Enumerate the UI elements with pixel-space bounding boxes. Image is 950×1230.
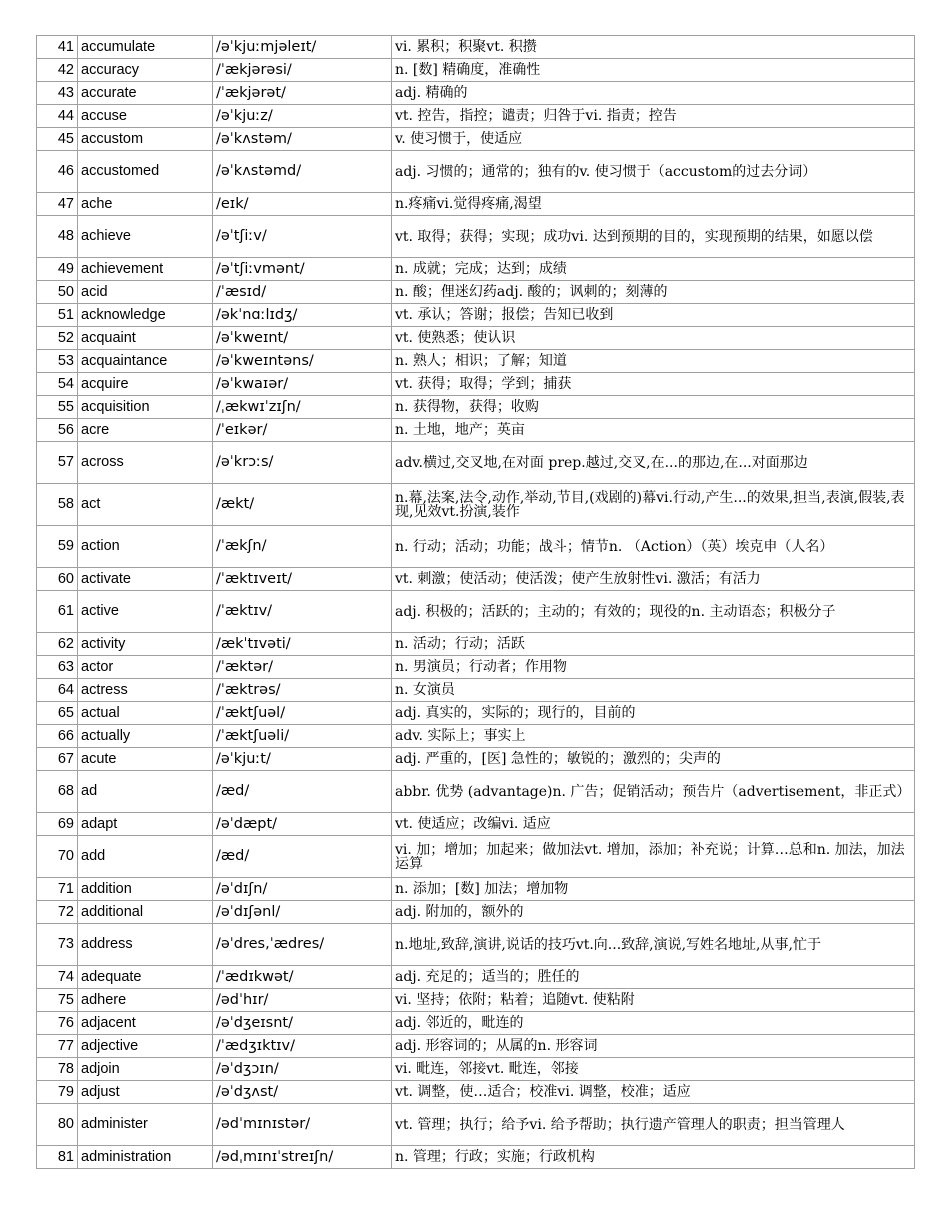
entry-phonetic: /əˈkjuːz/ — [213, 105, 392, 128]
entry-number: 70 — [37, 836, 78, 878]
entry-definition: vi. 累积；积聚vt. 积攒 — [392, 36, 915, 59]
entry-word: adequate — [78, 966, 213, 989]
entry-phonetic: /əˈkʌstəm/ — [213, 128, 392, 151]
entry-phonetic: /əˈkweɪntəns/ — [213, 350, 392, 373]
entry-word: accumulate — [78, 36, 213, 59]
entry-word: adjust — [78, 1081, 213, 1104]
table-row — [37, 679, 915, 702]
entry-number: 47 — [37, 193, 78, 216]
entry-phonetic: /ədˌmɪnɪˈstreɪʃn/ — [213, 1146, 392, 1169]
table-row — [37, 1081, 915, 1104]
entry-word: activity — [78, 633, 213, 656]
entry-number: 74 — [37, 966, 78, 989]
entry-number: 79 — [37, 1081, 78, 1104]
entry-number: 57 — [37, 442, 78, 484]
table-row — [37, 656, 915, 679]
entry-number: 77 — [37, 1035, 78, 1058]
entry-word: accustom — [78, 128, 213, 151]
entry-number: 48 — [37, 216, 78, 258]
table-row — [37, 924, 915, 966]
entry-phonetic: /əˈkjuːmjəleɪt/ — [213, 36, 392, 59]
entry-phonetic: /ˌækwɪˈzɪʃn/ — [213, 396, 392, 419]
entry-definition: vt. 使适应；改编vi. 适应 — [392, 813, 915, 836]
table-row — [37, 1104, 915, 1146]
table-row — [37, 878, 915, 901]
table-row — [37, 442, 915, 484]
entry-definition: n. 成就；完成；达到；成绩 — [392, 258, 915, 281]
entry-word: accurate — [78, 82, 213, 105]
entry-number: 67 — [37, 748, 78, 771]
entry-definition: vt. 取得；获得；实现；成功vi. 达到预期的目的，实现预期的结果，如愿以偿 — [392, 216, 915, 258]
entry-phonetic: /ˈækjərəsi/ — [213, 59, 392, 82]
entry-phonetic: /əkˈnɑːlɪdʒ/ — [213, 304, 392, 327]
table-row — [37, 901, 915, 924]
entry-word: active — [78, 591, 213, 633]
table-row — [37, 128, 915, 151]
entry-word: activate — [78, 568, 213, 591]
entry-phonetic: /ˈeɪkər/ — [213, 419, 392, 442]
entry-definition: adj. 精确的 — [392, 82, 915, 105]
entry-phonetic: /ˈækʃn/ — [213, 526, 392, 568]
entry-phonetic: /əˈkweɪnt/ — [213, 327, 392, 350]
entry-definition: n. 土地，地产；英亩 — [392, 419, 915, 442]
table-row — [37, 1035, 915, 1058]
table-row — [37, 966, 915, 989]
entry-phonetic: /əˈdʒɔɪn/ — [213, 1058, 392, 1081]
entry-number: 51 — [37, 304, 78, 327]
table-row — [37, 193, 915, 216]
table-row — [37, 258, 915, 281]
entry-definition: adj. 习惯的；通常的；独有的v. 使习惯于（accustom的过去分词） — [392, 151, 915, 193]
table-row — [37, 989, 915, 1012]
entry-word: accuse — [78, 105, 213, 128]
entry-number: 75 — [37, 989, 78, 1012]
entry-definition: abbr. 优势 (advantage)n. 广告；促销活动；预告片（advertisement，非正式） — [392, 771, 915, 813]
entry-word: acre — [78, 419, 213, 442]
entry-word: administer — [78, 1104, 213, 1146]
entry-phonetic: /əˈkwaɪər/ — [213, 373, 392, 396]
table-row — [37, 526, 915, 568]
table-row — [37, 836, 915, 878]
entry-number: 56 — [37, 419, 78, 442]
entry-number: 76 — [37, 1012, 78, 1035]
entry-phonetic: /ˈæktʃuəl/ — [213, 702, 392, 725]
entry-phonetic: /æd/ — [213, 836, 392, 878]
entry-word: accustomed — [78, 151, 213, 193]
entry-phonetic: /əˈdɪʃn/ — [213, 878, 392, 901]
entry-number: 43 — [37, 82, 78, 105]
entry-definition: adj. 积极的；活跃的；主动的；有效的；现役的n. 主动语态；积极分子 — [392, 591, 915, 633]
entry-phonetic: /əˈdɪʃənl/ — [213, 901, 392, 924]
entry-number: 58 — [37, 484, 78, 526]
entry-word: across — [78, 442, 213, 484]
entry-word: adjoin — [78, 1058, 213, 1081]
entry-definition: adj. 充足的；适当的；胜任的 — [392, 966, 915, 989]
entry-number: 66 — [37, 725, 78, 748]
entry-definition: n. [数] 精确度，准确性 — [392, 59, 915, 82]
entry-number: 80 — [37, 1104, 78, 1146]
table-row — [37, 105, 915, 128]
entry-definition: n. 女演员 — [392, 679, 915, 702]
table-row — [37, 813, 915, 836]
table-row — [37, 702, 915, 725]
table-row — [37, 281, 915, 304]
table-row — [37, 591, 915, 633]
entry-number: 42 — [37, 59, 78, 82]
entry-word: accuracy — [78, 59, 213, 82]
table-row — [37, 396, 915, 419]
table-row — [37, 633, 915, 656]
table-row — [37, 771, 915, 813]
entry-phonetic: /əˈdʒeɪsnt/ — [213, 1012, 392, 1035]
entry-phonetic: /əˈdæpt/ — [213, 813, 392, 836]
entry-phonetic: /ˈæktɪv/ — [213, 591, 392, 633]
entry-word: ad — [78, 771, 213, 813]
entry-number: 62 — [37, 633, 78, 656]
entry-word: adjacent — [78, 1012, 213, 1035]
entry-phonetic: /əˈkrɔːs/ — [213, 442, 392, 484]
entry-word: administration — [78, 1146, 213, 1169]
table-row — [37, 484, 915, 526]
entry-number: 65 — [37, 702, 78, 725]
entry-word: action — [78, 526, 213, 568]
table-row — [37, 151, 915, 193]
entry-definition: adj. 邻近的，毗连的 — [392, 1012, 915, 1035]
entry-definition: vt. 管理；执行；给予vi. 给予帮助；执行遗产管理人的职责；担当管理人 — [392, 1104, 915, 1146]
entry-word: acute — [78, 748, 213, 771]
entry-number: 61 — [37, 591, 78, 633]
entry-number: 64 — [37, 679, 78, 702]
entry-definition: vt. 调整，使…适合；校准vi. 调整，校准；适应 — [392, 1081, 915, 1104]
table-row — [37, 1058, 915, 1081]
entry-definition: n. 行动；活动；功能；战斗；情节n. （Action）（英）埃克申（人名） — [392, 526, 915, 568]
entry-number: 69 — [37, 813, 78, 836]
entry-definition: vi. 毗连，邻接vt. 毗连，邻接 — [392, 1058, 915, 1081]
entry-number: 60 — [37, 568, 78, 591]
entry-phonetic: /ækˈtɪvəti/ — [213, 633, 392, 656]
table-row — [37, 82, 915, 105]
entry-word: actress — [78, 679, 213, 702]
table-row — [37, 327, 915, 350]
entry-phonetic: /ˈækjərət/ — [213, 82, 392, 105]
entry-phonetic: /əˈkjuːt/ — [213, 748, 392, 771]
entry-definition: vt. 获得；取得；学到；捕获 — [392, 373, 915, 396]
entry-definition: vt. 承认；答谢；报偿；告知已收到 — [392, 304, 915, 327]
table-row — [37, 419, 915, 442]
entry-phonetic: /ˈæktər/ — [213, 656, 392, 679]
table-row — [37, 725, 915, 748]
entry-word: acquire — [78, 373, 213, 396]
entry-phonetic: /ədˈhɪr/ — [213, 989, 392, 1012]
entry-definition: adj. 严重的，[医] 急性的；敏锐的；激烈的；尖声的 — [392, 748, 915, 771]
entry-number: 53 — [37, 350, 78, 373]
entry-word: acquaint — [78, 327, 213, 350]
entry-definition: n. 获得物，获得；收购 — [392, 396, 915, 419]
table-row — [37, 216, 915, 258]
entry-word: actual — [78, 702, 213, 725]
entry-definition: adj. 附加的，额外的 — [392, 901, 915, 924]
entry-definition: v. 使习惯于，使适应 — [392, 128, 915, 151]
entry-definition: n.地址,致辞,演讲,说话的技巧vt.向...致辞,演说,写姓名地址,从事,忙于 — [392, 924, 915, 966]
entry-definition: vt. 控告，指控；谴责；归咎于vi. 指责；控告 — [392, 105, 915, 128]
entry-number: 41 — [37, 36, 78, 59]
entry-definition: n. 酸；俚迷幻药adj. 酸的；讽刺的；刻薄的 — [392, 281, 915, 304]
entry-word: adapt — [78, 813, 213, 836]
entry-number: 49 — [37, 258, 78, 281]
table-row — [37, 373, 915, 396]
entry-phonetic: /eɪk/ — [213, 193, 392, 216]
entry-definition: n. 添加；[数] 加法；增加物 — [392, 878, 915, 901]
entry-word: adhere — [78, 989, 213, 1012]
entry-definition: adj. 形容词的；从属的n. 形容词 — [392, 1035, 915, 1058]
entry-definition: adv. 实际上；事实上 — [392, 725, 915, 748]
entry-definition: adj. 真实的，实际的；现行的，目前的 — [392, 702, 915, 725]
entry-word: achieve — [78, 216, 213, 258]
entry-word: addition — [78, 878, 213, 901]
entry-number: 46 — [37, 151, 78, 193]
entry-phonetic: /əˈtʃiːv/ — [213, 216, 392, 258]
entry-word: ache — [78, 193, 213, 216]
entry-word: additional — [78, 901, 213, 924]
entry-number: 68 — [37, 771, 78, 813]
entry-number: 44 — [37, 105, 78, 128]
entry-word: add — [78, 836, 213, 878]
entry-word: acid — [78, 281, 213, 304]
entry-definition: vi. 坚持；依附；粘着；追随vt. 使粘附 — [392, 989, 915, 1012]
entry-phonetic: /əˈtʃiːvmənt/ — [213, 258, 392, 281]
entry-phonetic: /æd/ — [213, 771, 392, 813]
entry-phonetic: /ˈædɪkwət/ — [213, 966, 392, 989]
entry-phonetic: /ˈædʒɪktɪv/ — [213, 1035, 392, 1058]
entry-definition: n. 男演员；行动者；作用物 — [392, 656, 915, 679]
table-row — [37, 748, 915, 771]
entry-phonetic: /ˈæktrəs/ — [213, 679, 392, 702]
entry-definition: n. 活动；行动；活跃 — [392, 633, 915, 656]
vocabulary-table-body — [37, 36, 915, 1169]
entry-number: 45 — [37, 128, 78, 151]
entry-number: 55 — [37, 396, 78, 419]
entry-word: acknowledge — [78, 304, 213, 327]
entry-number: 78 — [37, 1058, 78, 1081]
entry-number: 59 — [37, 526, 78, 568]
entry-definition: vt. 刺激；使活动；使活泼；使产生放射性vi. 激活；有活力 — [392, 568, 915, 591]
entry-phonetic: /ækt/ — [213, 484, 392, 526]
entry-phonetic: /ˈæktʃuəli/ — [213, 725, 392, 748]
table-row — [37, 568, 915, 591]
entry-word: address — [78, 924, 213, 966]
table-row — [37, 59, 915, 82]
entry-number: 72 — [37, 901, 78, 924]
entry-number: 54 — [37, 373, 78, 396]
entry-number: 50 — [37, 281, 78, 304]
entry-phonetic: /əˈdres,ˈædres/ — [213, 924, 392, 966]
table-row — [37, 304, 915, 327]
entry-word: acquisition — [78, 396, 213, 419]
entry-definition: n. 管理；行政；实施；行政机构 — [392, 1146, 915, 1169]
entry-word: adjective — [78, 1035, 213, 1058]
table-row — [37, 1012, 915, 1035]
entry-phonetic: /əˈdʒʌst/ — [213, 1081, 392, 1104]
entry-word: actor — [78, 656, 213, 679]
entry-definition: n. 熟人；相识；了解；知道 — [392, 350, 915, 373]
entry-number: 81 — [37, 1146, 78, 1169]
entry-word: achievement — [78, 258, 213, 281]
table-row — [37, 1146, 915, 1169]
entry-number: 73 — [37, 924, 78, 966]
entry-phonetic: /ədˈmɪnɪstər/ — [213, 1104, 392, 1146]
entry-definition: vt. 使熟悉；使认识 — [392, 327, 915, 350]
entry-definition: n.幕,法案,法令,动作,举动,节目,(戏剧的)幕vi.行动,产生...的效果,担当,表演,假装,表现,见效vt.扮演,装作 — [392, 484, 915, 526]
entry-phonetic: /ˈæsɪd/ — [213, 281, 392, 304]
entry-word: act — [78, 484, 213, 526]
entry-definition: n.疼痛vi.觉得疼痛,渴望 — [392, 193, 915, 216]
entry-number: 71 — [37, 878, 78, 901]
entry-phonetic: /əˈkʌstəmd/ — [213, 151, 392, 193]
entry-word: acquaintance — [78, 350, 213, 373]
vocabulary-table — [36, 35, 915, 1169]
table-row — [37, 350, 915, 373]
table-row — [37, 36, 915, 59]
entry-phonetic: /ˈæktɪveɪt/ — [213, 568, 392, 591]
entry-number: 63 — [37, 656, 78, 679]
entry-word: actually — [78, 725, 213, 748]
entry-definition: adv.横过,交叉地,在对面 prep.越过,交叉,在...的那边,在...对面那边 — [392, 442, 915, 484]
entry-definition: vi. 加；增加；加起来；做加法vt. 增加，添加；补充说；计算…总和n. 加法，加法运算 — [392, 836, 915, 878]
entry-number: 52 — [37, 327, 78, 350]
